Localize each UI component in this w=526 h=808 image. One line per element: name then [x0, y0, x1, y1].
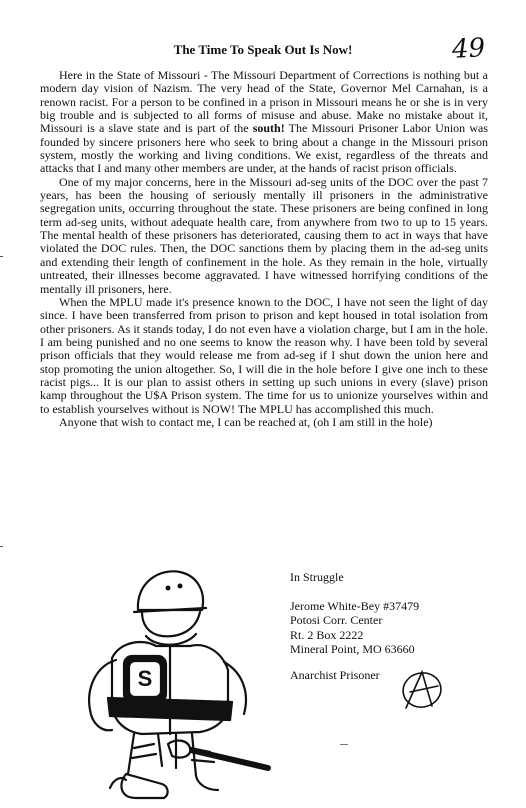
paragraph-2: One of my major concerns, here in the Missouri ad-seg units of the DOC over the past 7 years, has been the housing of seriously mentally ill prisoners in the administrative segregation units, occurring throughout the state. These prisoners are being confined in long term ad-seg units, without adequate health care, from anywhere from two to up to 15 years. The mental health of these prisoners has deteriorated, causing them to act in ways that have violated the DOC rules. Then, the DOC sanctions them by placing them in the ad-seg units and extending their length of confinement in the hole. As they remain in the hole, virtually untreated, their illnesses become aggravated. I have witnessed horrifying conditions of the mentally ill prisoners, here. — [40, 174, 488, 296]
signature-role: Anarchist Prisoner — [290, 667, 380, 682]
scan-margin-mark — [0, 546, 3, 547]
prison-guard-illustration — [72, 562, 272, 802]
scan-dash-mark — [340, 744, 348, 745]
paragraph-3: When the MPLU made it's presence known to the DOC, I have not seen the light of day since. I have been transferred from prison to prison and kept housed in total isolation from other prisoners. As it stands today, I do not even have a violation charge, but I am in the hole. I am being punished and no one seems to know the reason why. I have been told by several prison officials that they would release me from ad-seg if I shut down the union here and stop promoting the union altogether. So, I will die in the hole before I give one inch to these racist pigs... It is our plan to assist others in setting up such unions in every (slave) prison kamp throughout the U$A Prison system. The time for us to unionize yourselves within and to establish yourselves without is NOW! The MPLU has accomplished this much. — [40, 294, 488, 416]
paragraph-1-text-b: The Missouri Prisoner Labor Union was founded by sincere prisoners here who seek to bring about a change in the Missouri prison system, mostly the working and living conditions. We exist, regardless of the threats and attacks that I and many other members are under, at the hands of racist prison officials. — [40, 121, 488, 176]
signature-name: Jerome White-Bey #37479 — [290, 598, 420, 613]
scan-margin-mark — [0, 256, 3, 257]
paragraph-1-text-a: Here in the State of Missouri - The Missouri Department of Corrections is nothing but a modern day vision of Nazism. The very head of the State, Governor Mel Carnahan, is a renown racist. For a person to be confined in a prison in Missouri means he or she is in very big trouble and is subjected to all forms of misuse and abuse. Make no mistake about it, Missouri is a slave state and is part of the — [40, 68, 488, 136]
document-body — [40, 69, 488, 429]
page-number: 49 — [451, 33, 486, 65]
signature-institution: Potosi Corr. Center — [290, 613, 383, 627]
signature-closing: In Struggle — [290, 570, 344, 584]
signature-street: Rt. 2 Box 2222 — [290, 627, 364, 642]
armband-letter: S — [137, 666, 153, 691]
paragraph-4: Anyone that wish to contact me, I can be reached at, (oh I am still in the hole) — [59, 414, 433, 429]
document-title: The Time To Speak Out Is Now! — [173, 42, 353, 57]
circled-a-icon — [398, 668, 444, 712]
signature-block — [290, 570, 419, 682]
signature-city: Mineral Point, MO 63660 — [290, 642, 415, 656]
paragraph-1-emphasis: south! — [252, 121, 285, 136]
paragraph-1 — [40, 69, 488, 176]
